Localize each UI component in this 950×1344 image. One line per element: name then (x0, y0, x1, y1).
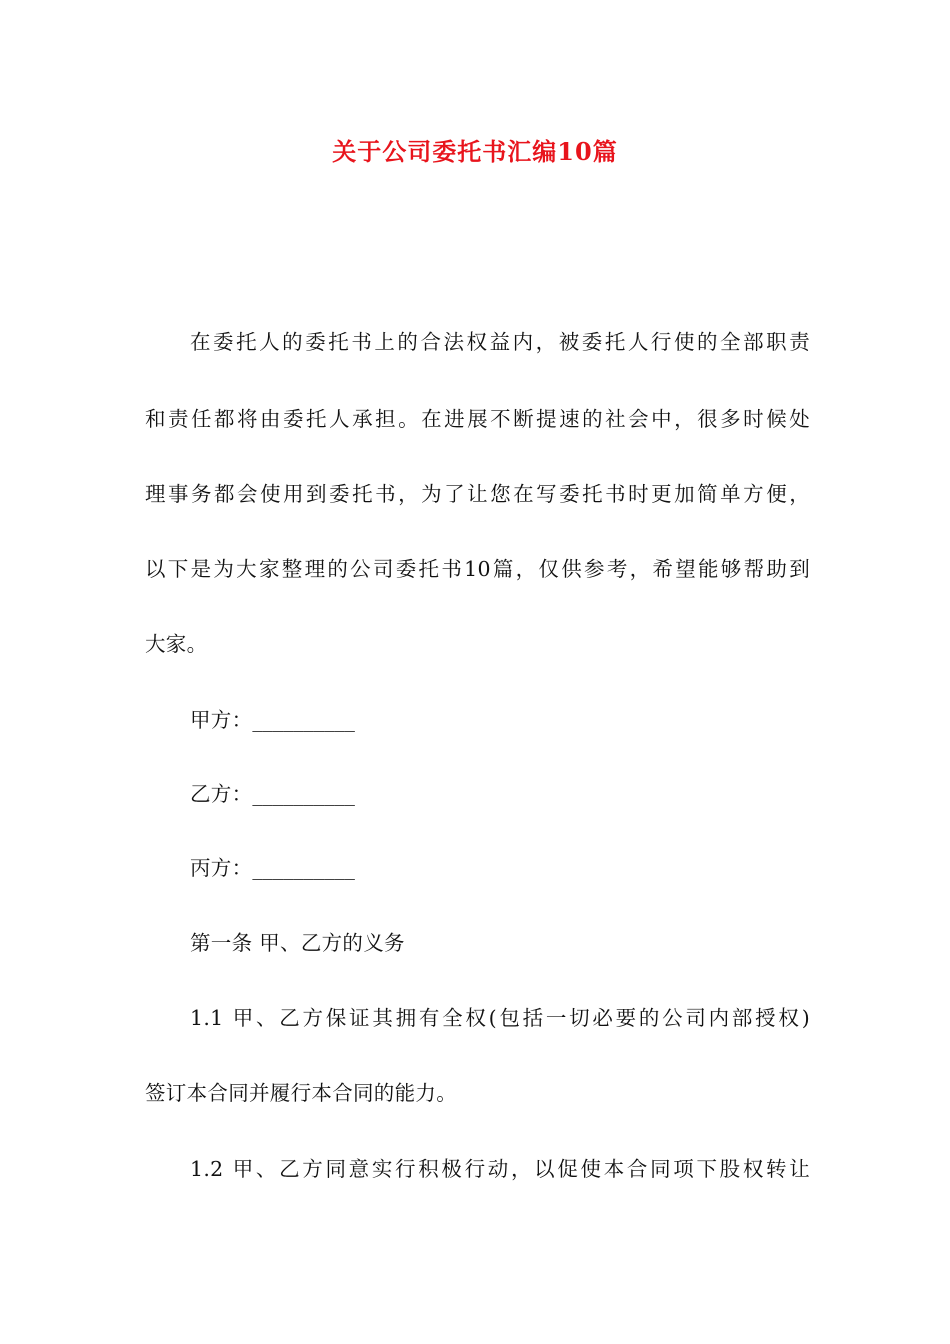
clause-1-1-line-1: 1.1 甲、乙方保证其拥有全权(包括一切必要的公司内部授权) (190, 1006, 810, 1030)
party-c-blank: __________ (252, 856, 355, 880)
party-b-line (190, 777, 362, 807)
intro-line-5: 大家。 (145, 632, 208, 656)
clause-1-1-line-2: 签订本合同并履行本合同的能力。 (145, 1081, 457, 1105)
party-a-label: 甲方： (190, 708, 253, 732)
party-c-line (190, 851, 362, 881)
intro-line-4: 以下是为大家整理的公司委托书10篇，仅供参考，希望能够帮助到 (145, 557, 810, 581)
party-c-label: 丙方： (190, 856, 253, 880)
party-b-blank: __________ (252, 782, 355, 806)
party-b-label: 乙方： (190, 782, 253, 806)
party-a-line (190, 703, 362, 733)
document-title: 关于公司委托书汇编10篇 (332, 137, 618, 166)
intro-line-1: 在委托人的委托书上的合法权益内，被委托人行使的全部职责 (190, 330, 810, 354)
article-1-heading: 第一条 甲、乙方的义务 (190, 931, 405, 955)
party-a-blank: __________ (252, 708, 355, 732)
clause-1-2-line-1: 1.2 甲、乙方同意实行积极行动，以促使本合同项下股权转让 (190, 1157, 810, 1181)
intro-line-3: 理事务都会使用到委托书，为了让您在写委托书时更加简单方便， (145, 482, 810, 506)
intro-line-2: 和责任都将由委托人承担。在进展不断提速的社会中，很多时候处 (145, 407, 810, 431)
